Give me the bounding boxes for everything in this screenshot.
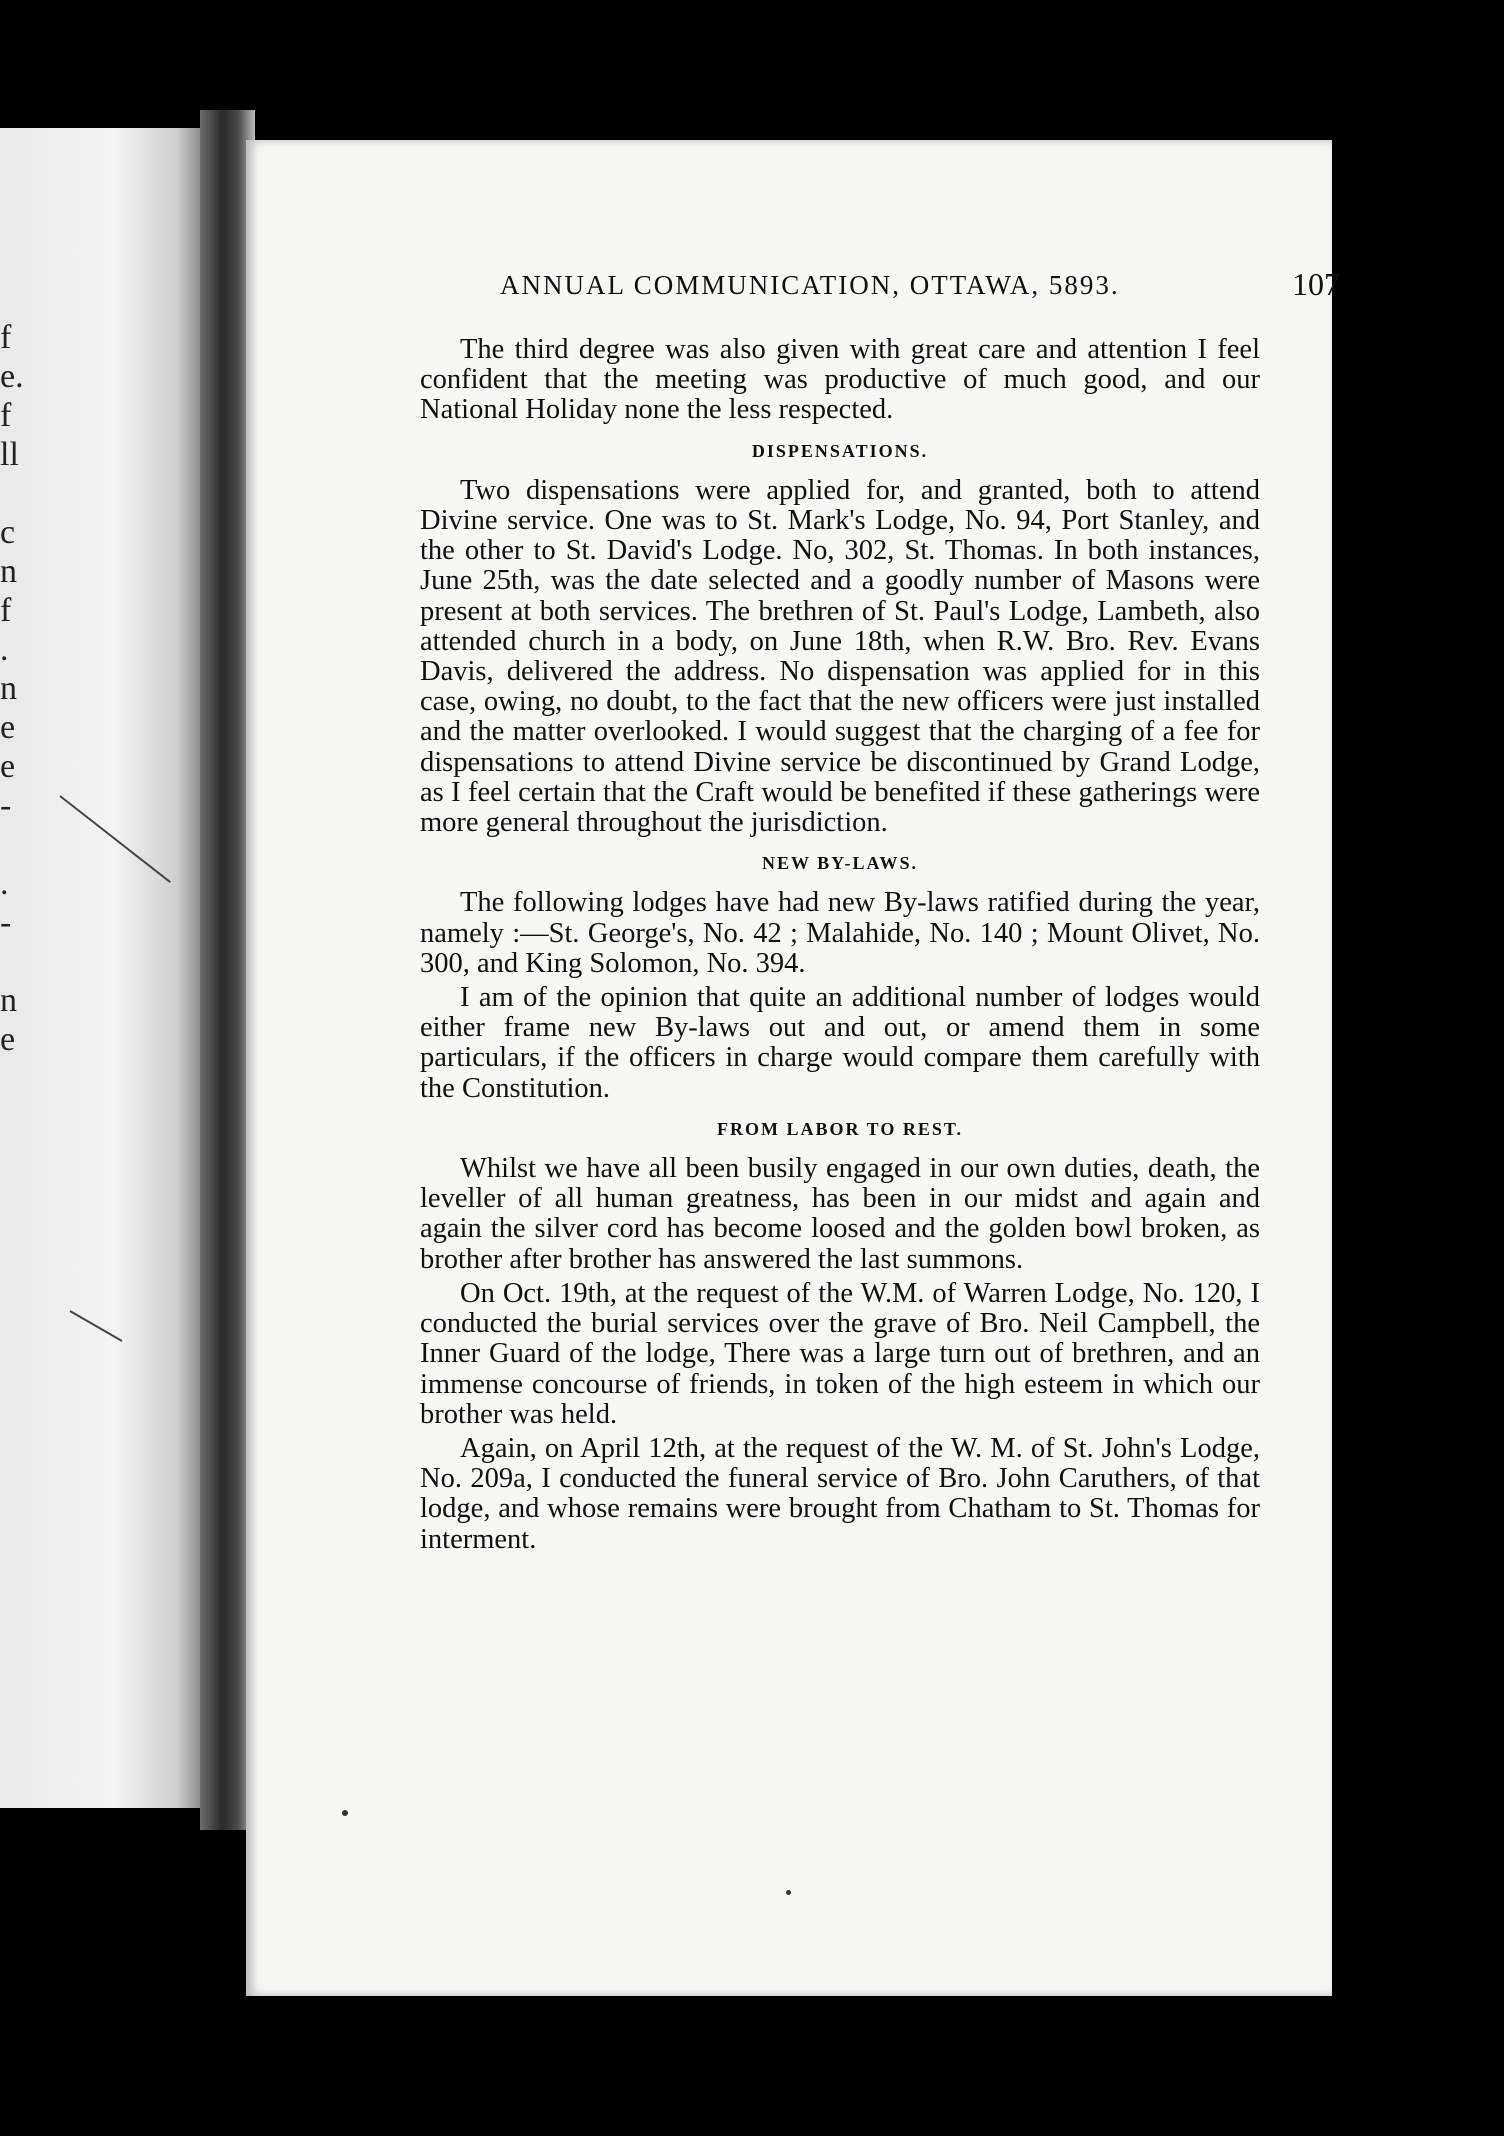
heading-dispensations: DISPENSATIONS. xyxy=(751,440,929,461)
facing-page-letter: e. xyxy=(0,358,24,395)
facing-page-letter: e xyxy=(0,748,16,785)
paragraph-campbell: On Oct. 19th, at the request of the W.M. of Warren Lodge, No. 120, I conducted the burial services over the grave of Bro. Neil Campbell, the Inner Guard of the lodge, There was a large turn out of brethren, and an immense concourse of friends, in token of the high esteem in which our brother was held. xyxy=(420,1277,1260,1430)
facing-page-letter: e xyxy=(0,709,16,746)
facing-page-letter: . xyxy=(0,865,9,902)
facing-page-letter: - xyxy=(0,904,12,941)
paragraph-holiday: The third degree was also given with great care and attention I feel confident that the meeting was productive of much good, and our National Holiday none the less respected. xyxy=(420,334,1260,426)
body-text xyxy=(420,335,1260,1559)
facing-page-letter: . xyxy=(0,631,9,668)
paragraph-bylaws-list: The following lodges have had new By-laws ratified during the year, namely :—St. George's, No. 42 ; Malahide, No. 140 ; Mount Olivet, No. 300, and King Solomon, No. 394. xyxy=(420,887,1260,979)
facing-page-letter: ll xyxy=(0,436,19,473)
facing-page-letter: n xyxy=(0,982,17,1019)
facing-page-letters xyxy=(0,318,30,1059)
facing-page-letter: c xyxy=(0,514,16,551)
page-number: 107 xyxy=(1292,266,1340,302)
paragraph-caruthers: Again, on April 12th, at the request of the W. M. of St. John's Lodge, No. 209a, I conducted the funeral service of Bro. John Caruthers, of that lodge, and whose remains were brought from Chatham to St. Thomas for interment. xyxy=(420,1432,1260,1555)
page xyxy=(246,140,1340,1996)
scan-speck xyxy=(786,1890,791,1895)
facing-page-letter xyxy=(0,942,30,981)
paragraph-labor-intro: Whilst we have all been busily engaged in our own duties, death, the leveller of all human greatness, has been in our midst and again and again the silver cord has become loosed and the golden bowl broken, as brother after brother has answered the last summons. xyxy=(420,1153,1260,1275)
heading-new-bylaws: NEW BY-LAWS. xyxy=(761,853,919,874)
facing-page-letter: - xyxy=(0,787,12,824)
running-title: ANNUAL COMMUNICATION, OTTAWA, 5893. xyxy=(500,270,1120,300)
facing-page-letter: n xyxy=(0,670,17,707)
heading-from-labor-to-rest: FROM LABOR TO REST. xyxy=(716,1118,964,1139)
facing-page-letter xyxy=(0,825,30,864)
facing-page-letter: f xyxy=(0,397,12,434)
facing-page-letter: f xyxy=(0,592,12,629)
facing-page-letter xyxy=(0,474,30,513)
scan-speck xyxy=(342,1810,348,1816)
facing-page-edge xyxy=(0,128,208,1808)
paragraph-dispensations: Two dispensations were applied for, and granted, both to attend Divine service. One was to St. Mark's Lodge, No. 94, Port Stanley, and the other to St. David's Lodge. No, 302, St. Thomas. In both instances, June 25th, was the date selected and a goodly number of Masons were present at both services. The brethren of St. Paul's Lodge, Lambeth, also attended church in a body, on June 18th, when R.W. Bro. Rev. Evans Davis, delivered the address. No dispensation was applied for in this case, owing, no doubt, to the fact that the new officers were just installed and the matter overlooked. I would suggest that the charging of a fee for dispensations to attend Divine service be discontinued by Grand Lodge, as I feel certain that the Craft would be benefited if these gatherings were more general throughout the jurisdiction. xyxy=(420,474,1260,839)
facing-page-letter: n xyxy=(0,553,17,590)
paragraph-bylaws-opinion: I am of the opinion that quite an additional number of lodges would either frame new By-laws out and out, or amend them in some particulars, if the officers in charge would compare them carefully with the Constitution. xyxy=(420,982,1260,1104)
facing-page-letter: e xyxy=(0,1021,16,1058)
facing-page-letter: f xyxy=(0,319,12,356)
